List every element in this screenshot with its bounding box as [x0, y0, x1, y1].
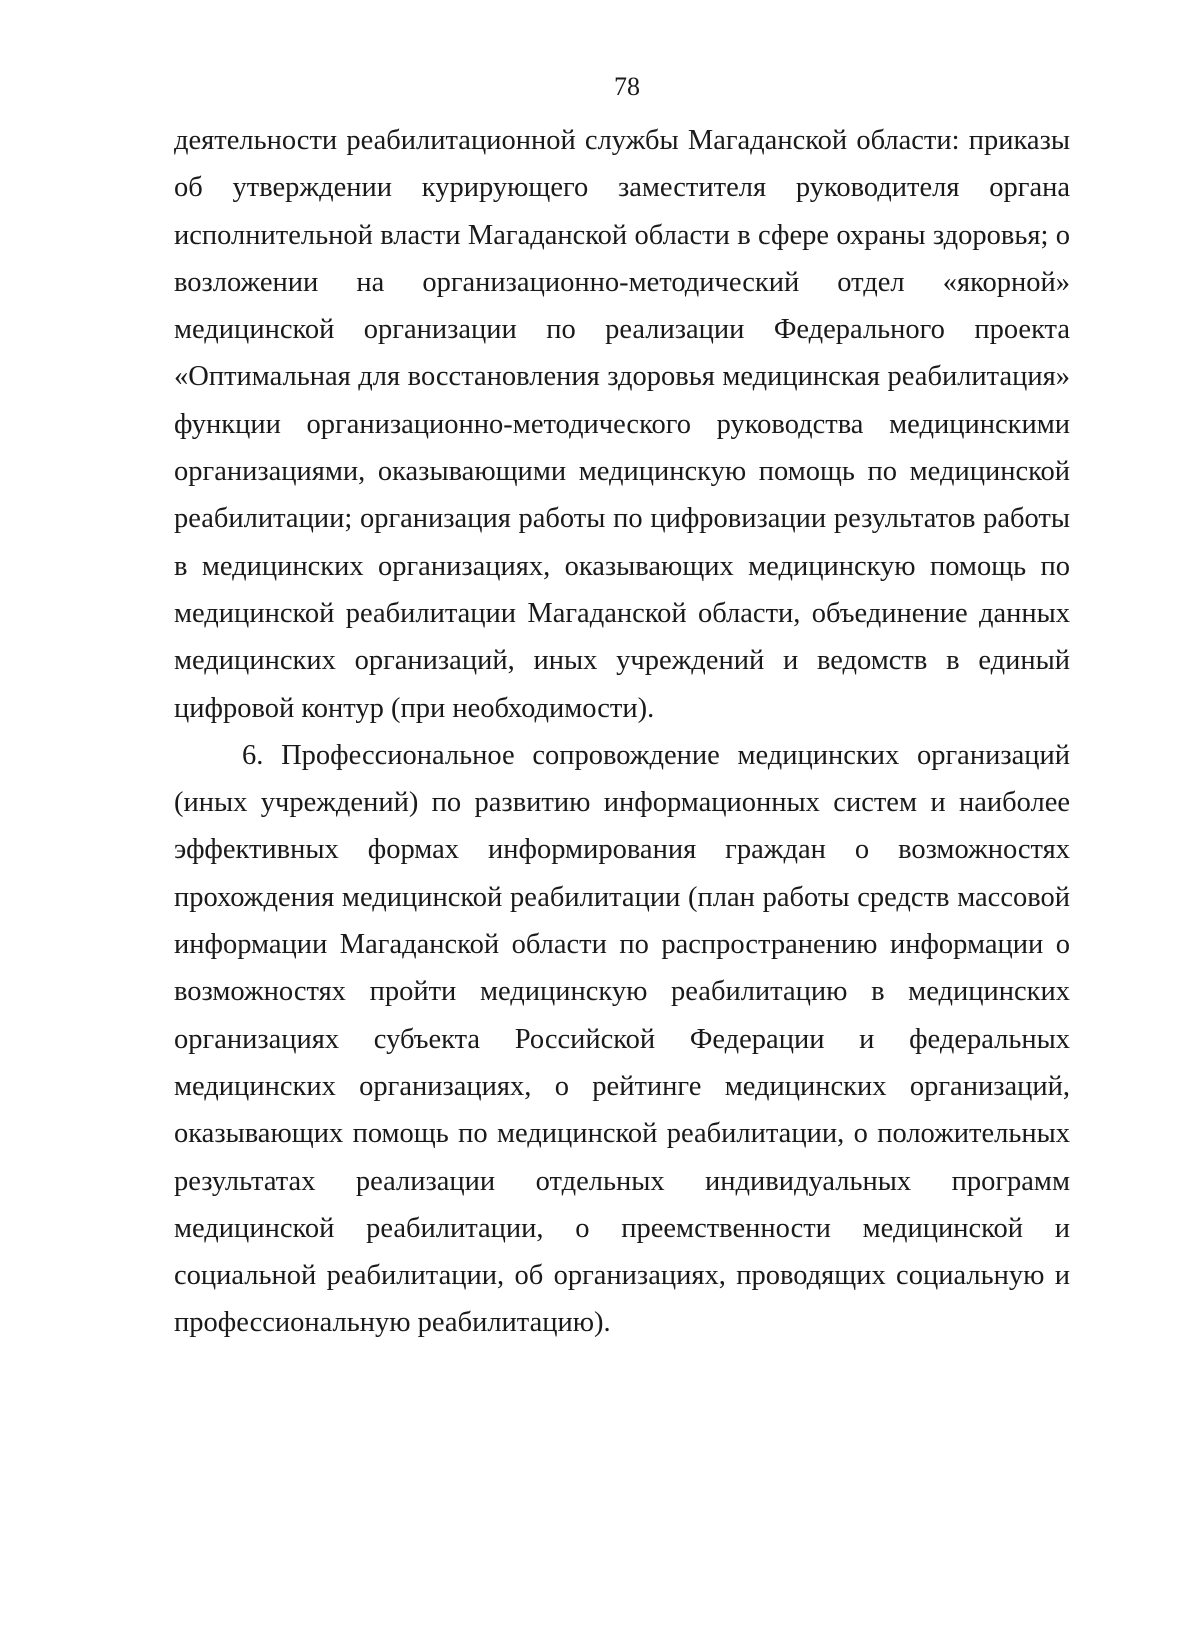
paragraph-item-6: 6. Профессиональное сопровождение медицинских организаций (иных учреждений) по развитию информационных систем и наиболее эффективных формах информирования граждан о возможностях прохождения медицинской реабилитации (план работы средств массовой информации Магаданской области по распространению информации о возможностях пройти медицинскую реабилитацию в медицинских организациях субъекта Российской Федерации и федеральных медицинских организациях, о рейтинге медицинских организаций, оказывающих помощь по медицинской реабилитации, о положительных результатах реализации отдельных индивидуальных программ медицинской реабилитации, о преемственности медицинской и социальной реабилитации, об организациях, проводящих социальную и профессиональную реабилитацию). — [174, 739, 1070, 1339]
paragraph-continuation: деятельности реабилитационной службы Магаданской области: приказы об утверждении курирующего заместителя руководителя органа исполнительной власти Магаданской области в сфере охраны здоровья; о возложении на организационно-методический отдел «якорной» медицинской организации по реализации Федерального проекта «Оптимальная для восстановления здоровья медицинская реабилитация» функции организационно-методического руководства медицинскими организациями, оказывающими медицинскую помощь по медицинской реабилитации; организация работы по цифровизации результатов работы в медицинских организациях, оказывающих медицинскую помощь по медицинской реабилитации Магаданской области, объединение данных медицинских организаций, иных учреждений и ведомств в единый цифровой контур (при необходимости). — [174, 125, 1070, 724]
page-number: 78 — [614, 72, 640, 101]
document-body — [174, 117, 1070, 1347]
